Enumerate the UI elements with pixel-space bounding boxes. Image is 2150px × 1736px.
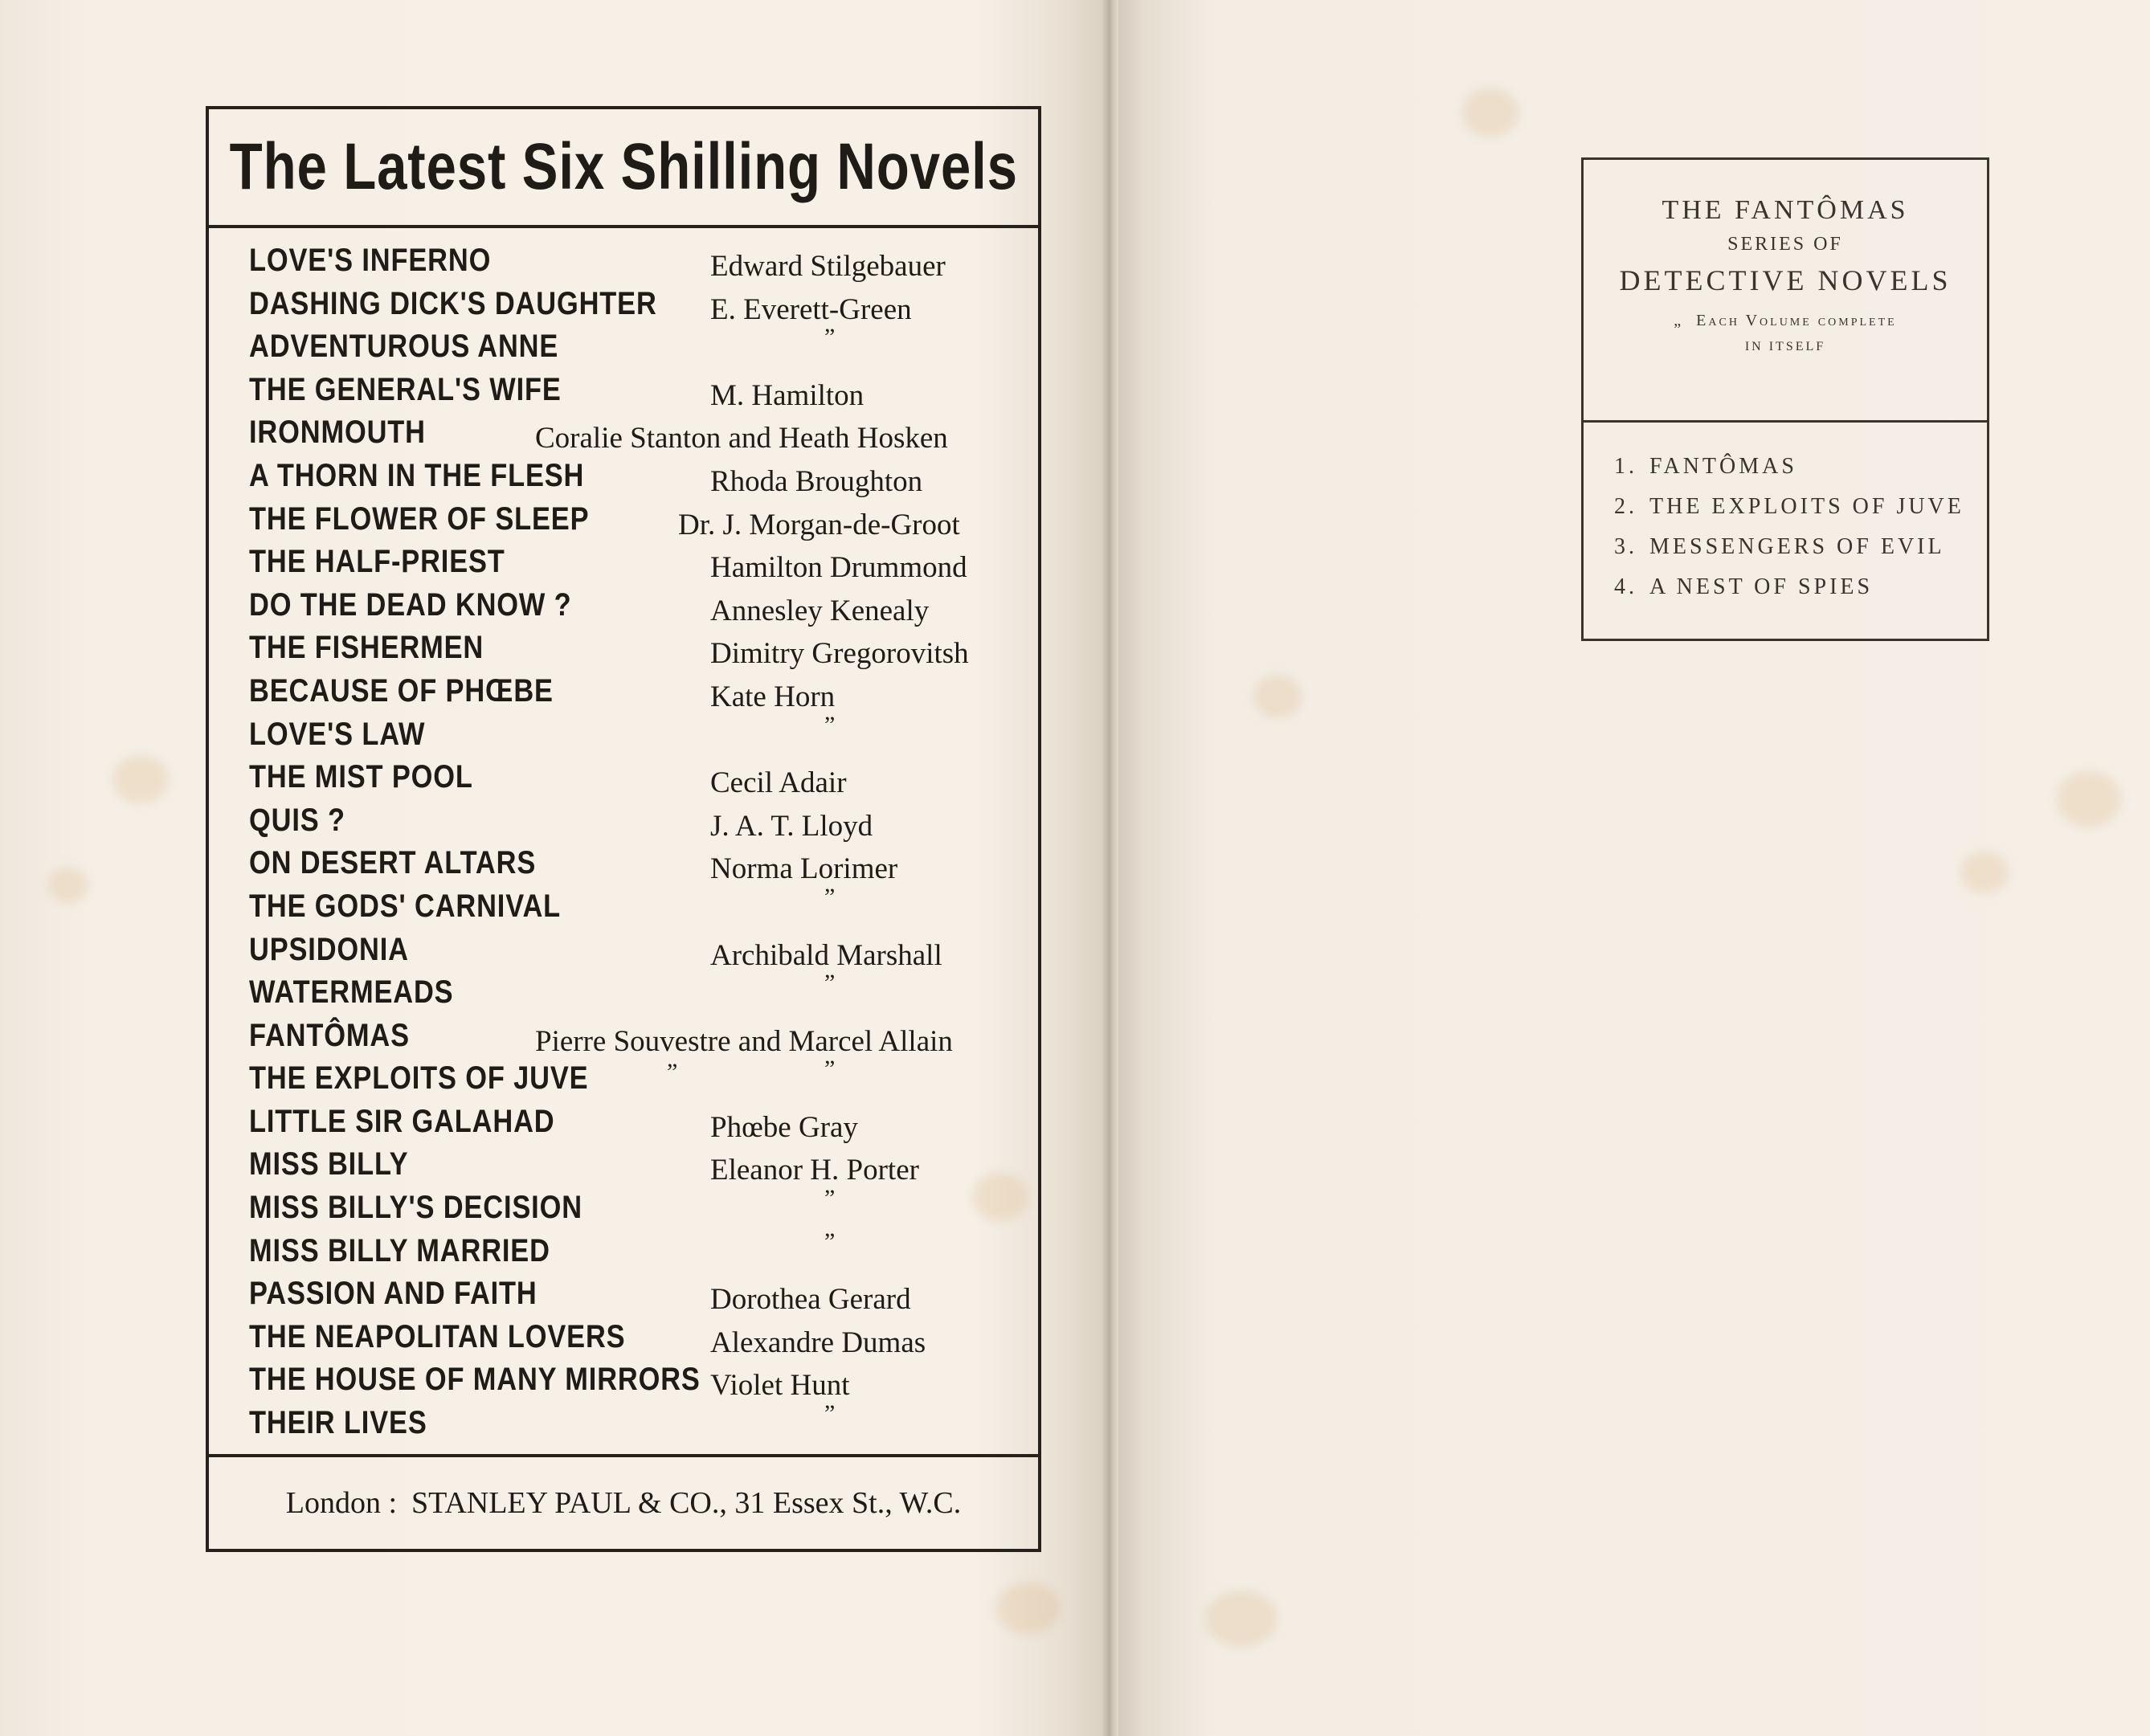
book-title: WATERMEADS [249,974,454,1011]
volume-item [1614,494,1964,534]
book-author: Cecil Adair [710,766,847,800]
book-title: LITTLE SIR GALAHAD [249,1103,555,1139]
ditto-mark: ” [824,1056,836,1083]
volume-item [1614,574,1964,615]
volume-number: 1. [1614,454,1637,479]
book-row [209,582,1038,626]
book-author: J. A. T. Lloyd [710,809,873,843]
volume-title: A NEST OF SPIES [1649,574,1874,599]
book-title: DASHING DICK'S DAUGHTER [249,285,657,321]
book-title: A THORN IN THE FLESH [249,457,585,493]
book-title: IRONMOUTH [249,415,426,451]
book-title: THE HALF-PRIEST [249,544,505,580]
book-author: Dorothea Gerard [710,1283,911,1317]
volume-title: FANTÔMAS [1649,454,1797,479]
series-genre: DETECTIVE NOVELS [1619,264,1952,296]
book-title: THE FLOWER OF SLEEP [249,500,590,537]
series-title: THE FANTÔMAS [1662,195,1909,225]
book-title: THE GENERAL'S WIFE [249,371,562,407]
book-row [209,1099,1038,1142]
book-row [209,1185,1038,1228]
ditto-mark: ” [824,324,836,351]
book-title: THE NEAPOLITAN LOVERS [249,1318,626,1354]
book-title: DO THE DEAD KNOW ? [249,586,572,623]
foxing-stain [2057,771,2121,827]
book-author: Pierre Souvestre and Marcel Allain [535,1024,953,1058]
foxing-stain [48,868,88,903]
book-title: MISS BILLY'S DECISION [249,1190,582,1226]
book-title: ADVENTUROUS ANNE [249,329,559,365]
book-row [209,1142,1038,1185]
book-row [209,453,1038,496]
volume-number: 2. [1614,494,1637,519]
foxing-stain [1205,1591,1277,1647]
series-box [1581,157,1989,641]
book-title: THE EXPLOITS OF JUVE [249,1060,589,1097]
ditto-mark: ” [824,970,836,997]
book-author: M. Hamilton [710,378,864,412]
book-row [209,1314,1038,1358]
publisher-footer [209,1454,1038,1549]
series-note-text: Each Volume complete [1696,312,1897,329]
foxing-stain [996,1583,1061,1634]
book-row [209,1357,1038,1403]
volume-number: 3. [1614,534,1637,559]
book-title: ON DESERT ALTARS [249,845,537,881]
book-row [209,798,1038,841]
book-row [209,754,1038,798]
series-note [1584,312,1987,330]
volume-number: 4. [1614,574,1637,599]
book-row [209,496,1038,540]
book-author: Coralie Stanton and Heath Hosken [535,422,948,455]
book-row [209,625,1038,671]
foxing-stain [112,755,169,803]
book-title: THE FISHERMEN [249,630,484,666]
footer-city: London : [285,1486,398,1520]
book-title: LOVE'S LAW [249,716,426,752]
book-row [209,1013,1038,1056]
book-row [209,281,1038,325]
book-gutter [1102,0,1118,1736]
book-row [209,410,1038,453]
book-title: QUIS ? [249,802,345,838]
ditto-mark: ” [824,1400,836,1428]
book-row [209,927,1038,970]
book-row [209,1056,1038,1099]
book-author: Edward Stilgebauer [710,250,946,283]
volume-item [1614,454,1964,494]
series-subtitle: SERIES OF [1727,234,1843,255]
book-row [209,367,1038,411]
book-author: Violet Hunt [710,1369,850,1403]
book-title: PASSION AND FAITH [249,1276,538,1312]
ditto-mark: ” [667,1059,678,1086]
book-author: Eleanor H. Porter [710,1154,919,1187]
book-row [209,884,1038,927]
book-author: E. Everett-Green [710,292,912,326]
book-author: Annesley Kenealy [710,594,930,627]
ditto-mark: ” [824,883,836,910]
series-divider [1584,420,1987,423]
book-title: THE GODS' CARNIVAL [249,888,562,924]
book-row [209,1228,1038,1272]
book-author: Phœbe Gray [710,1110,858,1144]
book-title: FANTÔMAS [249,1017,410,1053]
book-title: UPSIDONIA [249,931,409,967]
book-row [209,970,1038,1013]
book-row [209,1271,1038,1317]
book-row [209,668,1038,712]
book-title: BECAUSE OF PHŒBE [249,672,554,709]
book-author: Dr. J. Morgan-de-Groot [678,508,960,541]
book-title: MISS BILLY MARRIED [249,1232,550,1268]
series-note-mark: „ [1674,312,1684,329]
book-title: THEIR LIVES [249,1405,427,1441]
book-title: LOVE'S INFERNO [249,243,492,278]
volume-list [1614,454,1964,615]
book-row [209,840,1038,884]
foxing-stain [1960,852,2009,893]
book-row [209,238,1038,281]
series-heading [1584,195,1987,354]
book-list [209,238,1038,1444]
ditto-mark: ” [824,1227,836,1255]
advertisement-box [206,106,1041,1552]
book-author: Archibald Marshall [710,938,942,972]
book-author: Hamilton Drummond [710,551,967,585]
foxing-stain [1253,675,1302,718]
ditto-mark: ” [824,711,836,738]
foxing-stain [1462,88,1518,137]
book-author: Kate Horn [710,680,836,713]
book-title: THE HOUSE OF MANY MIRRORS [249,1362,701,1398]
book-author: Alexandre Dumas [710,1325,926,1359]
series-note-continued: IN ITSELF [1744,340,1826,353]
volume-item [1614,534,1964,574]
ditto-mark: ” [824,1185,836,1212]
advertisement-title-text: The Latest Six Shilling Novels [229,130,1018,203]
volume-title: MESSENGERS OF EVIL [1649,534,1945,559]
volume-title: THE EXPLOITS OF JUVE [1649,494,1964,519]
book-author: Norma Lorimer [710,852,898,886]
book-row [209,324,1038,367]
book-author: Rhoda Broughton [710,464,923,498]
book-author: Dimitry Gregorovitsh [710,637,969,671]
book-row [209,539,1038,585]
book-title: MISS BILLY [249,1146,409,1183]
advertisement-title [209,109,1038,228]
footer-publisher: STANLEY PAUL & CO., 31 Essex St., W.C. [411,1486,962,1520]
book-title: THE MIST POOL [249,759,473,795]
book-row [209,1400,1038,1444]
book-row [209,712,1038,755]
